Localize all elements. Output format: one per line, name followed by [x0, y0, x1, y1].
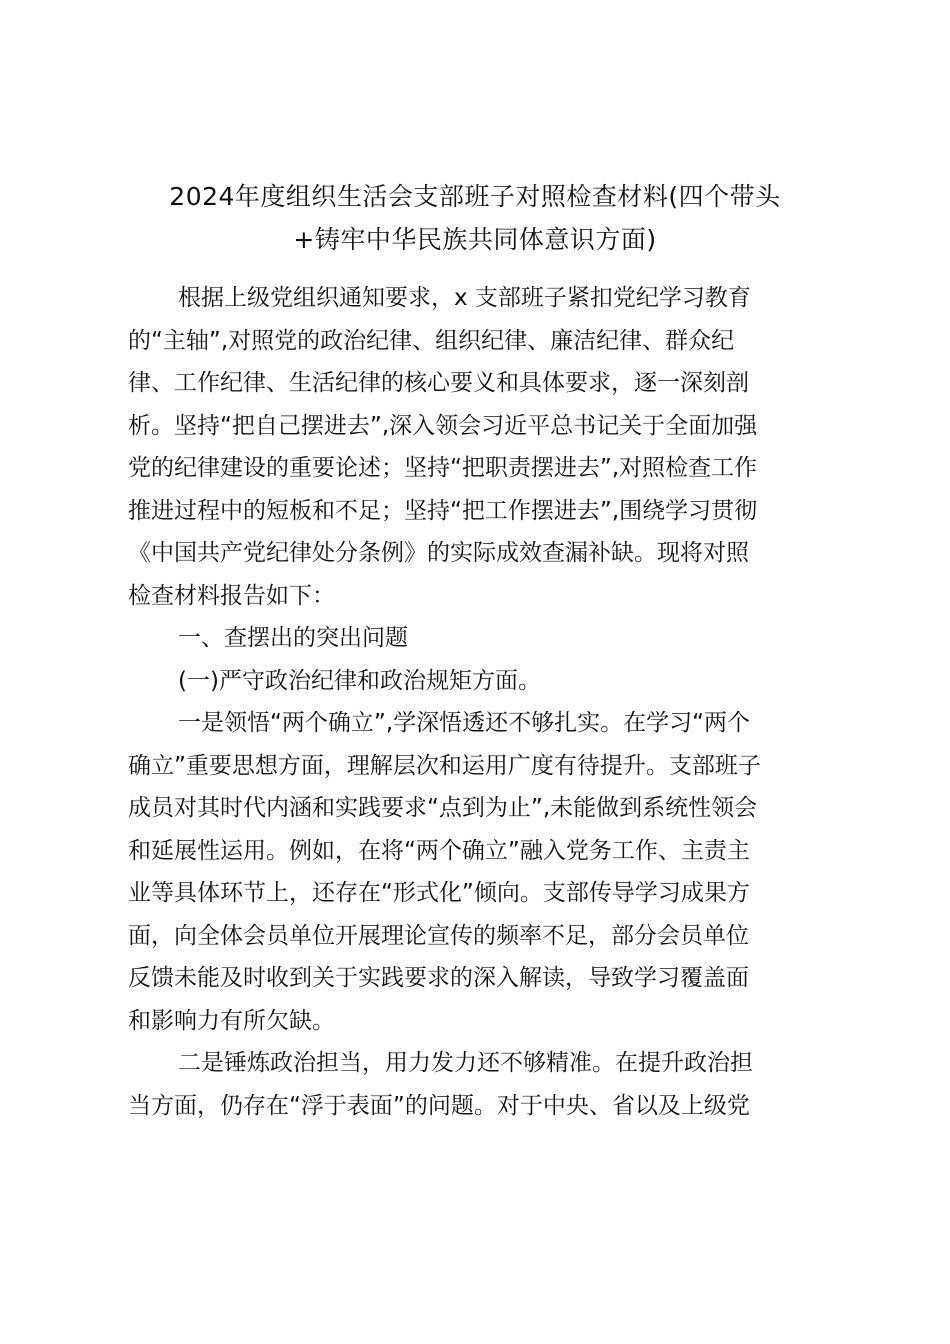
point-one-paragraph — [128, 702, 838, 1042]
title-line-1: 2024年度组织生活会支部班子对照检查材料(四个带头 — [169, 182, 781, 211]
text-line: 的“主轴”,对照党的政治纪律、组织纪律、廉洁纪律、群众纪 — [128, 327, 735, 354]
text-line: 根据上级党组织通知要求，x 支部班子紧扣党纪学习教育 — [178, 285, 751, 311]
text-line: 检查材料报告如下： — [128, 582, 335, 609]
text-line: 和延展性运用。例如，在将“两个确立”融入党务工作、主责主 — [128, 837, 750, 864]
text-line: 面，向全体会员单位开展理论宣传的频率不足，部分会员单位 — [128, 922, 749, 949]
text-line: 《中国共产党纪律处分条例》的实际成效查漏补缺。现将对照 — [128, 540, 749, 566]
text-line: 反馈未能及时收到关于实践要求的深入解读，导致学习覆盖面 — [128, 965, 749, 991]
text-line: 析。坚持“把自己摆进去”,深入领会习近平总书记关于全面加强 — [128, 412, 758, 439]
subsection-heading: (一)严守政治纪律和政治规矩方面。 — [178, 667, 541, 694]
text-line: 成员对其时代内涵和实践要求“点到为止”,未能做到系统性领会 — [128, 795, 758, 821]
text-line: 律、工作纪律、生活纪律的核心要义和具体要求，逐一深刻剖 — [128, 370, 749, 396]
text-line: 一是领悟“两个确立”,学深悟透还不够扎实。在学习“两个 — [178, 710, 751, 736]
document-title — [110, 175, 840, 260]
document-body — [128, 277, 838, 1127]
text-line: 二是锤炼政治担当，用力发力还不够精准。在提升政治担 — [178, 1050, 753, 1076]
text-line: 确立”重要思想方面，理解层次和运用广度有待提升。支部班子 — [128, 752, 761, 779]
point-two-paragraph — [128, 1042, 838, 1127]
intro-paragraph — [128, 277, 838, 617]
title-line-2: +铸牢中华民族共同体意识方面) — [293, 224, 657, 254]
text-line: 当方面，仍存在“浮于表面”的问题。对于中央、省以及上级党 — [128, 1092, 750, 1119]
text-line: 推进过程中的短板和不足；坚持“把工作摆进去”,围绕学习贯彻 — [128, 497, 758, 524]
text-line: 和影响力有所欠缺。 — [128, 1007, 335, 1034]
text-line: 业等具体环节上，还存在“形式化”倾向。支部传导学习成果方 — [128, 880, 750, 906]
text-line: 党的纪律建设的重要论述；坚持“把职责摆进去”,对照检查工作 — [128, 455, 758, 481]
section-heading: 一、查摆出的突出问题 — [178, 625, 408, 651]
